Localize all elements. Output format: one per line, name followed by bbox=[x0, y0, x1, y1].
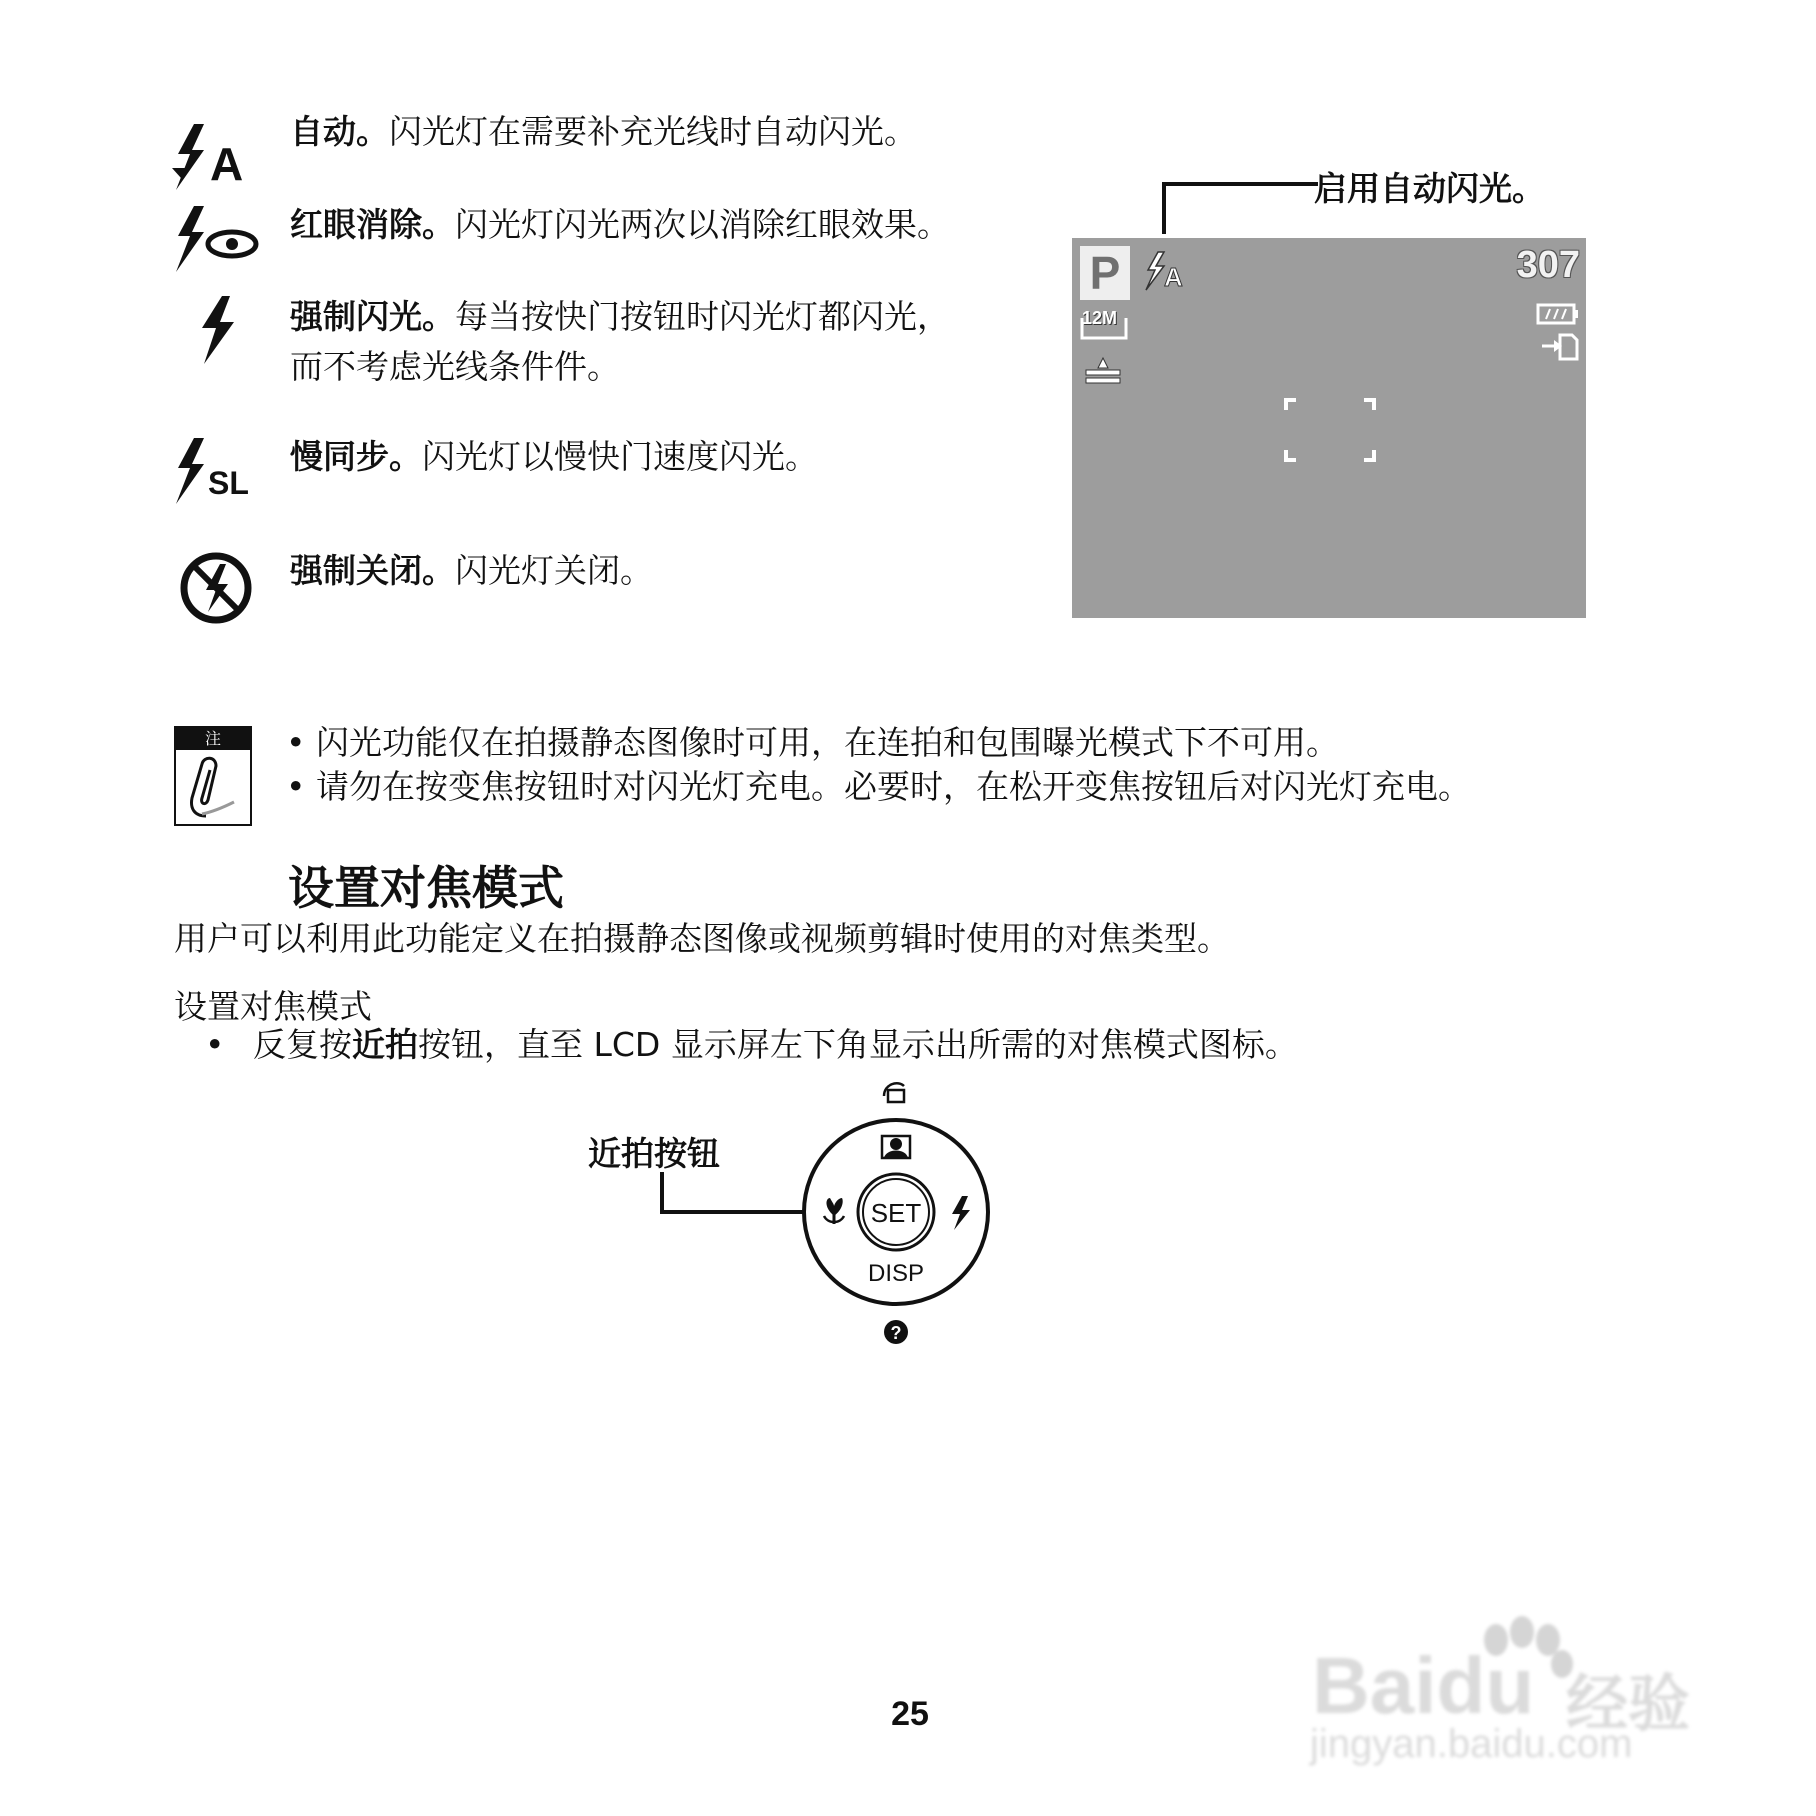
flash-forced-on-icon bbox=[170, 290, 262, 370]
flash-mode-desc: 每当按快门按钮时闪光灯都闪光， bbox=[455, 297, 950, 336]
flash-slow-sync-icon bbox=[170, 432, 262, 512]
shots-remaining: 307 bbox=[1516, 244, 1580, 286]
note-icon bbox=[174, 726, 252, 826]
help-icon bbox=[884, 1320, 908, 1344]
dpad-callout-label: 近拍按钮 bbox=[588, 1134, 720, 1173]
flash-mode-label: 慢同步。 bbox=[290, 437, 422, 476]
step-bold: 近拍 bbox=[352, 1025, 418, 1064]
flash-mode-label: 强制闪光。 bbox=[290, 297, 455, 336]
note-tag: 注 bbox=[176, 728, 250, 750]
flash-mode-desc-2: 而不考虑光线条件件。 bbox=[290, 347, 620, 386]
paperclip-icon bbox=[176, 750, 250, 824]
step-post: 按钮，直至 LCD 显示屏左下角显示出所需的对焦模式图标。 bbox=[418, 1025, 1298, 1064]
lcd-callout-line bbox=[1150, 176, 1320, 236]
step-pre: 反复按 bbox=[253, 1025, 352, 1064]
flash-mode-off bbox=[290, 546, 1020, 596]
note-item-1: • 闪光功能仅在拍摄静态图像时可用，在连拍和包围曝光模式下不可用。 bbox=[286, 723, 1339, 762]
flash-mode-slow-sync bbox=[290, 432, 1020, 482]
rotate-icon bbox=[884, 1083, 904, 1102]
watermark bbox=[1300, 1610, 1740, 1766]
resolution-text: 12M bbox=[1082, 308, 1118, 328]
note-item-2: • 请勿在按变焦按钮时对闪光灯充电。必要时，在松开变焦按钮后对闪光灯充电。 bbox=[286, 767, 1471, 806]
flash-off-icon bbox=[170, 548, 262, 628]
watermark-brand bbox=[1312, 1640, 1534, 1732]
lcd-flash-auto-icon bbox=[1142, 248, 1202, 294]
flash-mode-desc: 闪光灯以慢快门速度闪光。 bbox=[422, 437, 818, 476]
disp-label: DISP bbox=[867, 1260, 924, 1287]
flash-mode-redeye bbox=[290, 200, 1020, 250]
flash-mode-desc: 闪光灯闪光两次以消除红眼效果。 bbox=[455, 205, 950, 244]
flash-redeye-icon bbox=[170, 200, 262, 280]
flash-mode-desc: 闪光灯关闭。 bbox=[455, 551, 653, 590]
lcd-flash-auto-letter: A bbox=[1164, 262, 1183, 292]
battery-icon bbox=[1536, 302, 1580, 328]
flash-mode-forced-on bbox=[290, 292, 1020, 392]
scene-mode-badge: P bbox=[1080, 246, 1130, 300]
flash-mode-auto bbox=[290, 107, 1020, 157]
watermark-suffix: 经验 bbox=[1566, 1667, 1691, 1740]
quality-icon bbox=[1082, 356, 1124, 386]
flash-slow-sync-letters: SL bbox=[208, 465, 249, 501]
section-subheading: 设置对焦模式 bbox=[174, 987, 372, 1026]
storage-card-icon bbox=[1540, 332, 1580, 362]
step-bullet: • bbox=[205, 1025, 225, 1064]
section-step bbox=[205, 1022, 1298, 1068]
svg-text:?: ? bbox=[890, 1323, 902, 1343]
section-intro: 用户可以利用此功能定义在拍摄静态图像或视频剪辑时使用的对焦类型。 bbox=[174, 919, 1230, 958]
focus-frame-icon bbox=[1284, 398, 1376, 462]
flash-mode-label: 红眼消除。 bbox=[290, 205, 455, 244]
lcd-callout-label: 启用自动闪光。 bbox=[1314, 169, 1545, 208]
section-title: 设置对焦模式 bbox=[288, 861, 564, 915]
set-button[interactable]: SET bbox=[870, 1198, 922, 1228]
flash-mode-label: 自动。 bbox=[290, 112, 389, 151]
flash-auto-icon bbox=[170, 118, 262, 198]
watermark-brand-du: du bbox=[1436, 1641, 1535, 1730]
lcd-preview bbox=[1072, 238, 1586, 618]
watermark-brand-bai: Bai bbox=[1312, 1641, 1437, 1730]
flash-mode-desc: 闪光灯在需要补充光线时自动闪光。 bbox=[389, 112, 917, 151]
flash-mode-label: 强制关闭。 bbox=[290, 551, 455, 590]
resolution-badge bbox=[1078, 308, 1126, 338]
page-number: 25 bbox=[891, 1695, 929, 1733]
watermark-url: jingyan.baidu.com bbox=[1310, 1722, 1633, 1766]
flash-auto-letter: A bbox=[210, 138, 244, 190]
